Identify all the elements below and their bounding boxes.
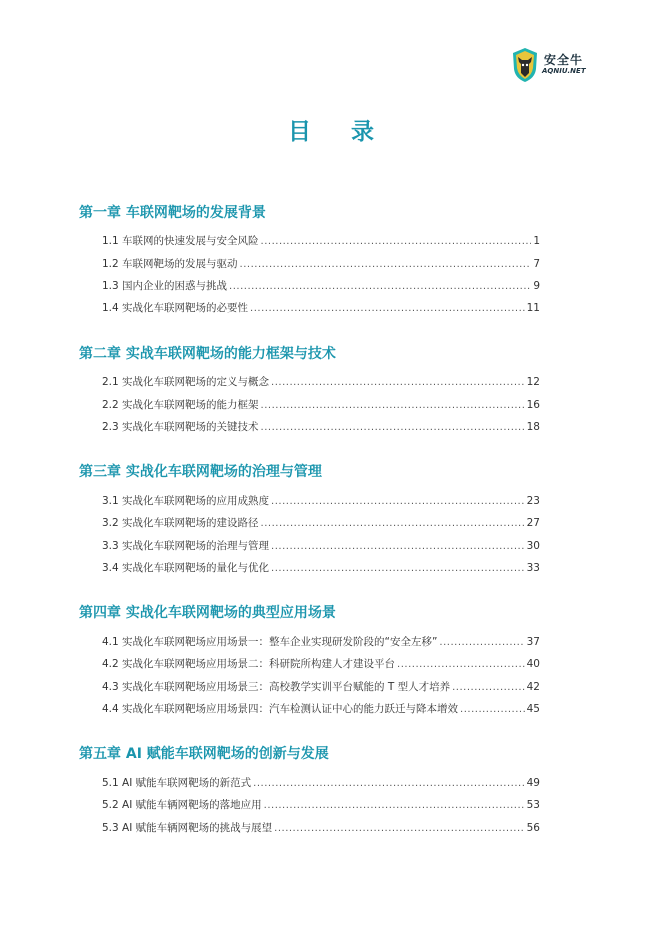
toc-entry-page: 1 <box>533 235 540 247</box>
toc-entry-label: 2.1 实战化车联网靶场的定义与概念 <box>102 376 270 388</box>
toc-entry[interactable] <box>102 300 540 316</box>
toc-entry[interactable] <box>102 701 540 717</box>
dot-leader <box>452 682 525 693</box>
toc-entry-label: 4.3 实战化车联网靶场应用场景三：高校教学实训平台赋能的 T 型人才培养 <box>102 681 451 693</box>
toc-entry-label: 1.3 国内企业的困惑与挑战 <box>102 280 228 292</box>
toc-entry-page: 33 <box>526 562 540 574</box>
toc-entry-label: 2.3 实战化车联网靶场的关键技术 <box>102 421 259 433</box>
chapter-heading[interactable]: 第四章 实战化车联网靶场的典型应用场景 <box>79 605 336 621</box>
toc-entry-page: 53 <box>526 799 540 811</box>
bull-shield-icon <box>511 47 539 83</box>
toc-entry[interactable] <box>102 397 540 413</box>
toc-entry-label: 3.2 实战化车联网靶场的建设路径 <box>102 517 259 529</box>
dot-leader <box>261 422 525 433</box>
toc-entry[interactable] <box>102 419 540 435</box>
toc-entry-page: 40 <box>526 658 540 670</box>
toc-entry[interactable] <box>102 560 540 576</box>
logo <box>511 47 611 83</box>
toc-entry[interactable] <box>102 656 540 672</box>
logo-brand: 安全牛 <box>544 53 584 67</box>
chapter-heading[interactable]: 第三章 实战化车联网靶场的治理与管理 <box>79 464 322 480</box>
toc-entry[interactable] <box>102 256 540 272</box>
toc-entry[interactable] <box>102 820 540 836</box>
toc-entry[interactable] <box>102 634 540 650</box>
toc-entry-page: 16 <box>526 399 540 411</box>
dot-leader <box>229 281 531 292</box>
toc-entry-label: 5.2 AI 赋能车辆网靶场的落地应用 <box>102 799 262 811</box>
dot-leader <box>261 236 532 247</box>
dot-leader <box>271 377 525 388</box>
toc-entry-page: 49 <box>526 777 540 789</box>
toc-entry[interactable] <box>102 374 540 390</box>
dot-leader <box>264 800 525 811</box>
chapter-heading[interactable]: 第五章 AI 赋能车联网靶场的创新与发展 <box>79 746 329 762</box>
toc-entry-label: 4.4 实战化车联网靶场应用场景四：汽车检测认证中心的能力跃迁与降本增效 <box>102 703 459 715</box>
toc-entry-label: 1.4 实战化车联网靶场的必要性 <box>102 302 249 314</box>
dot-leader <box>274 823 524 834</box>
logo-domain: AQNIU.NET <box>542 67 586 75</box>
toc-entry-page: 23 <box>526 495 540 507</box>
toc-entry[interactable] <box>102 493 540 509</box>
dot-leader <box>460 704 525 715</box>
dot-leader <box>271 496 525 507</box>
toc-entry-label: 3.3 实战化车联网靶场的治理与管理 <box>102 540 270 552</box>
toc-entry-page: 45 <box>526 703 540 715</box>
toc-entry-label: 3.4 实战化车联网靶场的量化与优化 <box>102 562 270 574</box>
dot-leader <box>240 259 532 270</box>
toc-entry-page: 9 <box>533 280 540 292</box>
toc-entry[interactable] <box>102 515 540 531</box>
toc-entry-label: 1.1 车联网的快速发展与安全风险 <box>102 235 259 247</box>
toc-entry-label: 5.3 AI 赋能车辆网靶场的挑战与展望 <box>102 822 273 834</box>
toc-entry-label: 3.1 实战化车联网靶场的应用成熟度 <box>102 495 270 507</box>
dot-leader <box>271 541 525 552</box>
dot-leader <box>250 303 525 314</box>
toc-entry[interactable] <box>102 278 540 294</box>
dot-leader <box>253 778 524 789</box>
dot-leader <box>261 400 525 411</box>
toc-entry-page: 7 <box>533 258 540 270</box>
toc-entry-page: 27 <box>526 517 540 529</box>
toc-entry[interactable] <box>102 233 540 249</box>
chapter-heading[interactable]: 第一章 车联网靶场的发展背景 <box>79 205 266 221</box>
toc-entry-label: 1.2 车联网靶场的发展与驱动 <box>102 258 238 270</box>
toc-entry-page: 42 <box>526 681 540 693</box>
toc-entry-label: 2.2 实战化车联网靶场的能力框架 <box>102 399 259 411</box>
dot-leader <box>261 518 525 529</box>
toc-entry[interactable] <box>102 775 540 791</box>
toc-entry[interactable] <box>102 679 540 695</box>
dot-leader <box>271 563 525 574</box>
toc-entry[interactable] <box>102 538 540 554</box>
toc-entry-page: 18 <box>526 421 540 433</box>
toc-entry-page: 56 <box>526 822 540 834</box>
dot-leader <box>397 659 525 670</box>
page-title: 目 录 <box>287 119 390 145</box>
dot-leader <box>439 637 524 648</box>
toc-entry-page: 30 <box>526 540 540 552</box>
toc-entry[interactable] <box>102 797 540 813</box>
toc-entry-label: 4.2 实战化车联网靶场应用场景二：科研院所构建人才建设平台 <box>102 658 396 670</box>
chapter-heading[interactable]: 第二章 实战车联网靶场的能力框架与技术 <box>79 346 336 362</box>
toc-entry-page: 11 <box>526 302 540 314</box>
toc-entry-page: 37 <box>526 636 540 648</box>
toc-entry-label: 4.1 实战化车联网靶场应用场景一：整车企业实现研发阶段的“安全左移” <box>102 636 438 648</box>
toc-entry-label: 5.1 AI 赋能车联网靶场的新范式 <box>102 777 252 789</box>
toc-entry-page: 12 <box>526 376 540 388</box>
